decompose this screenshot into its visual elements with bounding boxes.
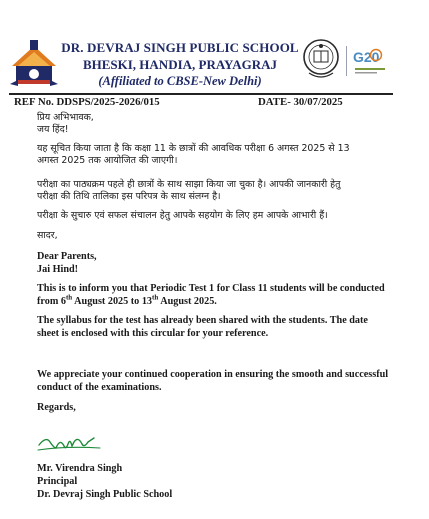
english-paragraph-2-line-2: sheet is enclosed with this circular for your reference. [37, 328, 269, 339]
english-paragraph-1-line-1: This is to inform you that Periodic Test 1 for Class 11 students will be conducted [37, 283, 385, 294]
reference-number: REF No. DDSPS/2025-2026/015 [14, 96, 160, 108]
header-rule [9, 93, 393, 95]
g20-label: G20 [353, 49, 380, 65]
circular-date: DATE- 30/07/2025 [258, 96, 343, 108]
signatory-name: Mr. Virendra Singh [37, 463, 123, 474]
english-paragraph-2-line-1: The syllabus for the test has already been shared with the students. The date [37, 315, 368, 326]
english-paragraph-3-line-2: conduct of the examinations. [37, 382, 162, 393]
hindi-closing: सादर, [37, 230, 58, 241]
school-address: BHESKI, HANDIA, PRAYAGRAJ [82, 57, 278, 72]
cbse-logo-icon [301, 37, 341, 83]
english-paragraph-3-line-1: We appreciate your continued cooperation in ensuring the smooth and successful [37, 369, 389, 380]
letterhead [60, 40, 300, 89]
english-closing: Regards, [37, 402, 76, 413]
hindi-salutation-1: प्रिय अभिभावक, [37, 112, 94, 123]
hindi-paragraph-1-line-2: अगस्त 2025 तक आयोजित की जाएगी। [37, 155, 178, 166]
english-paragraph-1-line-2: from 6th August 2025 to 13th August 2025. [37, 293, 217, 307]
school-logo-icon [8, 36, 60, 88]
english-salutation-1: Dear Parents, [37, 251, 97, 262]
english-salutation-2: Jai Hind! [37, 264, 79, 275]
signatory-title: Principal [37, 476, 78, 487]
hindi-paragraph-1-line-1: यह सूचित किया जाता है कि कक्षा 11 के छात्रों की आवधिक परीक्षा 6 अगस्त 2025 से 13 [37, 143, 350, 154]
hindi-paragraph-2-line-2: परीक्षा की तिथि तालिका इस परिपत्र के साथ संलग्न है। [37, 191, 221, 202]
school-affiliation: (Affiliated to CBSE-New Delhi) [98, 74, 262, 88]
school-name: DR. DEVRAJ SINGH PUBLIC SCHOOL [61, 40, 299, 55]
signature-icon [36, 432, 104, 456]
signatory-school: Dr. Devraj Singh Public School [37, 489, 173, 500]
g20-logo-icon [351, 44, 389, 78]
logo-divider [346, 46, 347, 76]
hindi-paragraph-3: परीक्षा के सुचारु एवं सफल संचालन हेतु आपके सहयोग के लिए हम आपके आभारी हैं। [37, 210, 328, 221]
hindi-paragraph-2-line-1: परीक्षा का पाठ्यक्रम पहले ही छात्रों के साथ साझा किया जा चुका है। आपकी जानकारी हेतु [37, 179, 341, 190]
hindi-salutation-2: जय हिंद! [37, 124, 69, 135]
